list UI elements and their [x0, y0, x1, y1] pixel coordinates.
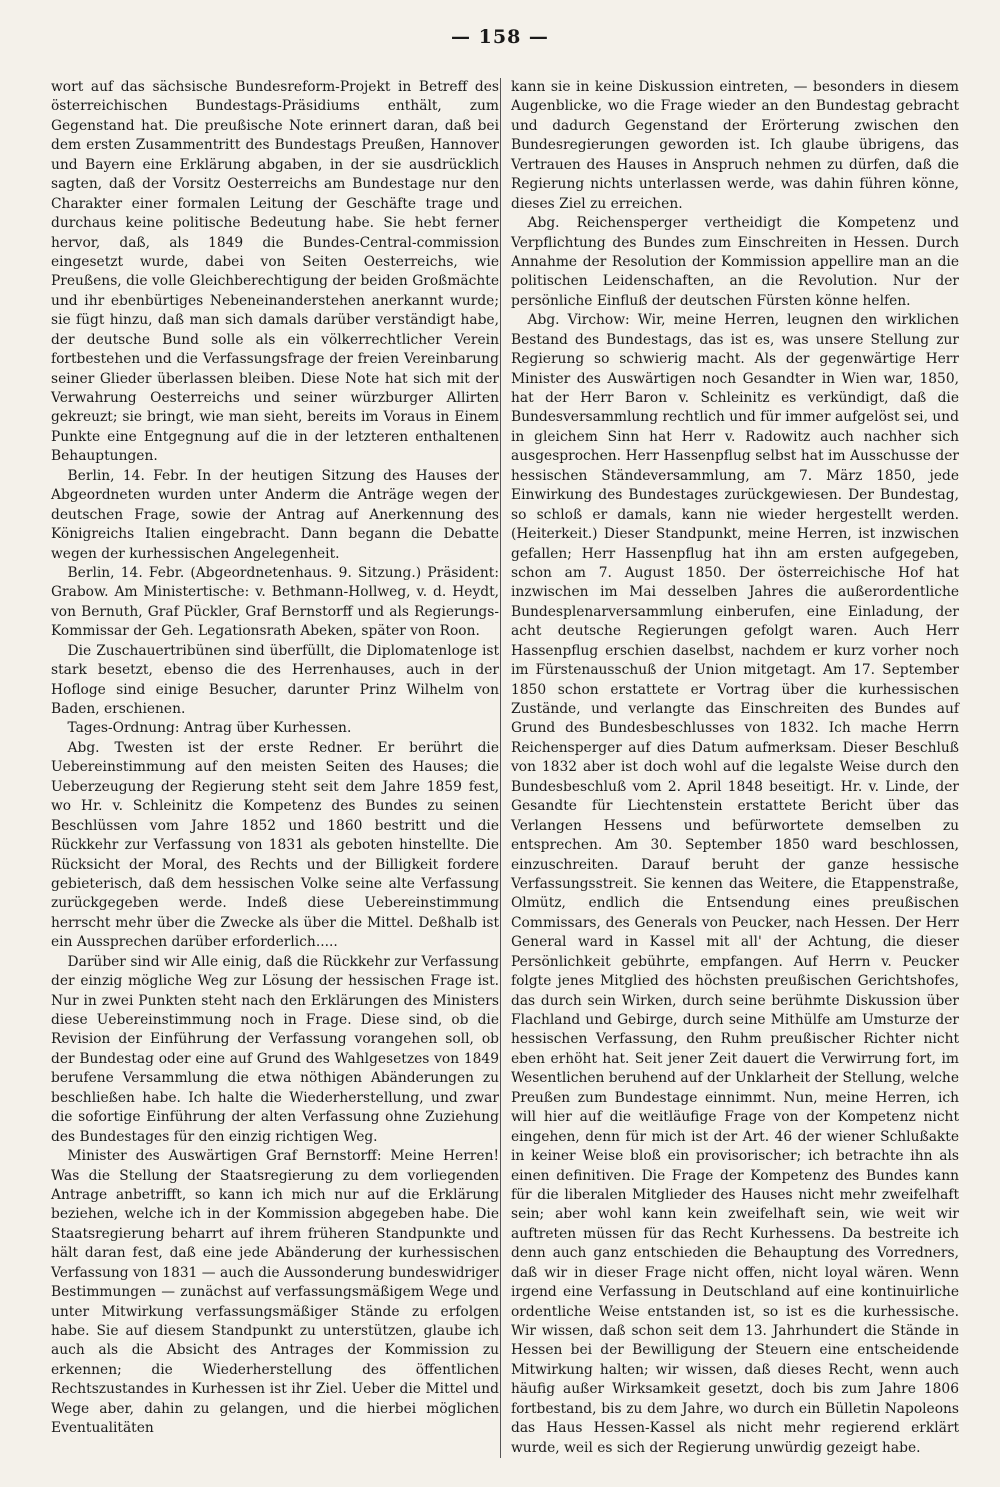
paragraph: Abg. Virchow: Wir, meine Herren, leugnen den wirklichen Bestand des Bundestags, das ist es, was unsere Stellung zur Regierung so schwierig macht. Als der gegenwärtige Herr Minister des Auswärtigen noch Gesandter in Wien war, 1850, hat der Herr Baron v. Schleinitz es verkündigt, daß die Bundesversammlung rechtlich und für immer aufgelöst sei, und in gleichem Sinn hat Herr v. Radowitz auch nachher sich ausgesprochen. Herr Hassenpflug selbst hat im Ausschusse der hessischen Ständeversammlung, am 7. März 1850, jede Einwirkung des Bundestages zurückgewiesen. Der Bundestag, so schloß er damals, kann nie wieder hergestellt werden. (Heiterkeit.) Dieser Standpunkt, meine Herren, ist inzwischen gefallen; Herr Hassenpflug hat ihn am ersten aufgegeben, schon am 7. August 1850. Der österreichische Hof hat inzwischen im Mai desselben Jahres die außerordentliche Bundesplenarversammlung einberufen, eine Einladung, der acht deutsche Regierungen gefolgt waren. Auch Herr Hassenpflug erschien daselbst, nachdem er kurz vorher noch im Fürstenausschuß der Union mitgetagt. Am 17. September 1850 schon erstattete er Vortrag über die kurhessischen Zustände, und verlangte das Einschreiten des Bundes auf Grund des Bundesbeschlusses von 1832. Ich mache Herrn Reichensperger auf dies Datum aufmerksam. Dieser Beschluß von 1832 aber ist doch wohl auf die legalste Weise durch den Bundesbeschluß vom 2. April 1848 beseitigt. Hr. v. Linde, der Gesandte für Liechtenstein erstattete Bericht über das Verlangen Hessens und befürwortete demselben zu entsprechen. Am 30. September 1850 ward beschlossen, einzuschreiten. Darauf beruht der ganze hessische Verfassungsstreit. Sie kennen das Weitere, die Etappenstraße, Olmütz, endlich die Entsendung eines preußischen Commissars, des Generals von Peucker, nach Hessen. Der Herr General ward in Kassel mit all' der Achtung, die dieser Persönlichkeit gebührte, empfangen. Auf Herrn v. Peucker folgte jenes Mitglied des höchsten preußischen Gerichtshofes, das durch sein Wirken, durch seine berühmte Diskussion über Flachland und Gebirge, durch seine Mithülfe am Umsturze der hessischen Verfassung, den Ruhm preußischer Richter nicht eben erhöht hat. Seit jener Zeit dauert die Verwirrung fort, im Wesentlichen beruhend auf der Unklarheit der Stellung, welche Preußen zum Bundestage einnimmt. Nun, meine Herren, ich will hier auf die weitläufige Frage von der Kompetenz nicht eingehen, denn für mich ist der Art. 46 der wiener Schlußakte in keiner Weise bloß ein provisorischer; ich betrachte ihn als einen definitiven. Die Frage der Kompetenz des Bundes kann für die liberalen Mitglieder des Hauses nicht mehr zweifelhaft sein; aber wohl kann kein zweifelhaft sein, wie weit wir auftreten müssen für das Recht Kurhessens. Da bestreite ich denn auch ganz entschieden die Behauptung des Vorredners, daß wir in dieser Frage nicht offen, nicht loyal wären. Wenn irgend eine Verfassung in Deutschland auf eine kontinuirliche ordentliche Weise entstanden ist, so ist es die kurhessische. Wir wissen, daß schon seit dem 13. Jahrhundert die Stände in Hessen bei der Bewilligung der Steuern eine entscheidende Mitwirkung halten; wir wissen, daß dieses Recht, wenn auch häufig außer Wirksamkeit gesetzt, doch bis zum Jahre 1806 fortbestand, bis zu dem Jahre, wo durch ein Bülletin Napoleons das Haus Hessen-Kassel als nicht mehr regierend erklärt wurde, weil es sich der Regierung unwürdig gezeigt habe. — [511, 312, 959, 1456]
paragraph: Abg. Reichensperger vertheidigt die Kompetenz und Verpflichtung des Bundes zum Einschreiten in Hessen. Durch Annahme der Resolution der Kommission appellire man an die politischen Leidenschaften, an die Revolution. Nur der persönliche Einfluß der deutschen Fürsten könne helfen. — [511, 215, 959, 309]
paragraph: kann sie in keine Diskussion eintreten, — besonders in diesem Augenblicke, wo die Frage wieder an den Bundestag gebracht und dadurch Gegenstand der Erörterung zwischen den Bundesregierungen geworden ist. Ich glaube übrigens, das Vertrauen des Hauses in Anspruch nehmen zu dürfen, daß die Regierung nichts unterlassen werde, was dahin führen könne, dieses Ziel zu erreichen. — [511, 79, 959, 212]
paragraph: Minister des Auswärtigen Graf Bernstorff: Meine Herren! Was die Stellung der Staatsregierung zu dem vorliegenden Antrage anbetrifft, so kann ich mich nur auf die Erklärung beziehen, welche ich in der Kommission abgegeben habe. Die Staatsregierung beharrt auf ihrem früheren Standpunkte und hält daran fest, daß eine jede Abänderung der kurhessischen Verfassung von 1831 — auch die Aussonderung bundeswidriger Bestimmungen — zunächst auf verfassungsmäßigem Wege und unter Mitwirkung verfassungsmäßiger Stände zu erfolgen habe. Sie auf diesem Standpunkt zu unterstützen, glaube ich auch als die Absicht des Antrages der Kommission zu erkennen; die Wiederherstellung des öffentlichen Rechtszustandes in Kurhessen ist ihr Ziel. Ueber die Mittel und Wege aber, dahin zu gelangen, und die hierbei möglichen Eventualitäten — [51, 1148, 500, 1437]
paragraph: Darüber sind wir Alle einig, daß die Rückkehr zur Verfassung der einzig mögliche Weg zur Lösung der hessischen Frage ist. Nur in zwei Punkten steht nach den Erklärungen des Ministers diese Uebereinstimmung noch in Frage. Diese sind, ob die Revision der Einführung der Verfassung vorangehen soll, ob der Bundestag oder eine auf Grund des Wahlgesetzes von 1849 berufene Versammlung die etwa nöthigen Abänderungen zu beschließen habe. Ich halte die Wiederherstellung, und zwar die sofortige Einführung der alten Verfassung ohne Zuziehung des Bundestages für den einzig richtigen Weg. — [51, 953, 499, 1145]
paragraph: Tages-Ordnung: Antrag über Kurhessen. — [67, 720, 352, 737]
paragraph: Abg. Twesten ist der erste Redner. Er berührt die Uebereinstimmung auf den meisten Seiten des Hauses; die Ueberzeugung der Regierung steht seit dem Jahre 1859 fest, wo Hr. v. Schleinitz die Kompetenz des Bundes zu seinen Beschlüssen vom Jahre 1852 und 1860 bestritt und die Rückkehr zur Verfassung von 1831 als geboten hinstellte. Die Rücksicht der Moral, des Rechts und der Billigkeit fordere gebieterisch, daß dem hessischen Volke seine alte Verfassung zurückgegeben werde. Indeß diese Uebereinstimmung herrscht mehr über die Zwecke als über die Mittel. Deßhalb ist ein Aussprechen darüber erforderlich..... — [51, 739, 499, 951]
paragraph: wort auf das sächsische Bundesreform-Projekt in Betreff des österreichischen Bundestags-Präsidiums enthält, zum Gegenstand hat. Die preußische Note erinnert daran, daß bei dem ersten Zusammentritt des Bundestags Preußen, Hannover und Bayern eine Erklärung abgaben, in der sie ausdrücklich sagten, daß der Vorsitz Oesterreichs am Bundestage nur den Charakter einer formalen Leitung der Geschäfte trage und durchaus keine politische Bedeutung habe. Sie hebt ferner hervor, daß, als 1849 die Bundes-Central-commission eingesetzt wurde, dabei von Seiten Oesterreichs, wie Preußens, die volle Gleichberechtigung der beiden Großmächte und ihr ebenbürtiges Nebeneinanderstehen anerkannt wurde; sie fügt hinzu, daß man sich damals darüber verständigt habe, der deutsche Bund solle als ein völkerrechtlicher Verein fortbestehen und die Verfassungsfrage der freien Vereinbarung seiner Glieder überlassen bleiben. Diese Note hat sich mit der Verwahrung Oesterreichs und seiner würzburger Allirten gekreuzt; sie bringt, wie man sieht, bereits im Voraus in Einem Punkte eine Entgegnung auf die in der letzteren enthaltenen Behauptungen. — [51, 79, 499, 465]
left-column — [51, 78, 499, 1439]
right-column — [511, 78, 959, 1458]
paragraph: Berlin, 14. Febr. In der heutigen Sitzung des Hauses der Abgeordneten wurden unter Anderm die Anträge wegen der deutschen Frage, sowie der Antrag auf Anerkennung des Königreichs Italien eingebracht. Dann begann die Debatte wegen der kurhessischen Angelegenheit. — [51, 467, 499, 562]
paragraph: Berlin, 14. Febr. (Abgeordnetenhaus. 9. Sitzung.) Präsident: Grabow. Am Ministertische: v. Bethmann-Hollweg, v. d. Heydt, von Bernuth, Graf Pückler, Graf Bernstorff und als Regierungs-Kommissar der Geh. Legationsrath Abeken, später von Roon. — [51, 564, 499, 640]
page-number: — 158 — — [451, 26, 549, 48]
paragraph: Die Zuschauertribünen sind überfüllt, die Diplomatenloge ist stark besetzt, ebenso die des Herrenhauses, auch in der Hofloge sind einige Besucher, darunter Prinz Wilhelm von Baden, erschienen. — [51, 642, 499, 717]
column-divider — [500, 78, 501, 1458]
